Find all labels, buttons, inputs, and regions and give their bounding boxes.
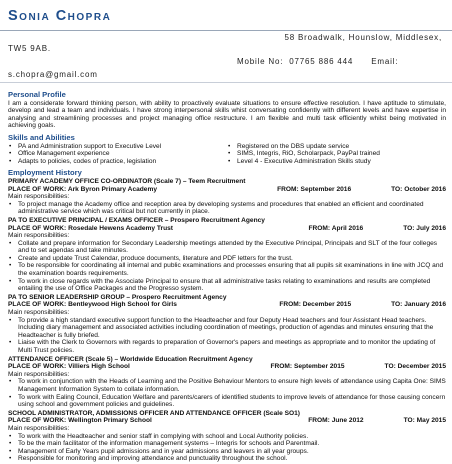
job-place-row — [8, 225, 446, 233]
job-place: PLACE OF WORK: Ark Byron Primary Academy — [8, 185, 158, 193]
mobile-line — [237, 57, 398, 66]
job-title: PA TO EXECUTIVE PRINCIPAL / EXAMS OFFICER – Prospero Recruitment Agency — [8, 216, 265, 224]
skill-item: • Office Management experience — [8, 150, 227, 158]
job-place-row — [8, 301, 446, 309]
job-entry — [8, 178, 446, 216]
candidate-name: Sonia Chopra — [8, 8, 112, 24]
job-title: PRIMARY ACADEMY OFFICE CO-ORDINATOR (Scale 7) – Teem Recruitment — [8, 177, 246, 185]
job-bullet: • Create and update Trust Calendar, produce documents, literature and PDF letters for the trust. — [8, 255, 446, 263]
address-line: 58 Broadwalk, Hounslow, Middlesex, — [284, 33, 442, 42]
job-bullet: • To work in conjunction with the Heads of Learning and the Positive Behaviour Mentors to ensure high levels of attendance using Capita One: SIMS Management Information System to collate information. — [8, 378, 446, 393]
job-entry — [8, 410, 446, 463]
postcode: TW5 9AB. — [8, 44, 51, 53]
profile-text: I am a considerate forward thinking person, with ability to proactively evaluate situations to ensure effective resolution. I have aptitude to stimulate, develop and lead a team and individuals. I have strong interpersonal skills whist conversating confidently with different levels and have expertise in analysing and streamlining processes and project managing office restructure. I am flexible and multi task efficiently whilst being motivated in achieving goals. — [8, 99, 446, 130]
job-bullets — [8, 240, 446, 293]
job-to: TO: January 2016 — [391, 301, 446, 309]
job-bullets — [8, 317, 446, 355]
job-to: TO: October 2016 — [391, 185, 446, 193]
job-to: TO: May 2015 — [403, 417, 446, 425]
job-responsibilities-label: Main responsibilities: — [8, 370, 70, 378]
job-to: TO: December 2015 — [384, 363, 446, 371]
job-responsibilities-label: Main responsibilities: — [8, 193, 70, 201]
job-to: TO: July 2016 — [403, 224, 446, 232]
job-bullet: • Liaise with the Clerk to Governors with regards to preparation of Governor's papers and meetings as appropriate and to monitor the updating of Multi Trust policies. — [8, 339, 446, 354]
job-bullet: • To be responsible for coordinating all internal and public examinations and processes ensuring that all pupils sit examinations in line with JCQ and the examination boards requirements. — [8, 262, 446, 277]
job-bullet: • Collate and prepare information for Secondary Leadership meetings attended by the Executive Principal, Principals and SLT of the four colleges and to set agendas and take minutes. — [8, 240, 446, 255]
job-from: FROM: April 2016 — [308, 224, 364, 232]
job-bullets — [8, 201, 446, 216]
job-responsibilities-label: Main responsibilities: — [8, 232, 70, 240]
job-bullets — [8, 378, 446, 408]
job-responsibilities-label: Main responsibilities: — [8, 309, 70, 317]
job-bullet: • Management of Early Years pupil admissions and in year admissions and leavers in all year groups. — [8, 448, 446, 456]
skills-columns — [8, 143, 446, 166]
skill-item: • Adapts to policies, codes of practice, legislation — [8, 158, 227, 166]
job-from: FROM: September 2016 — [277, 185, 352, 193]
skills-heading: Skills and Abilities — [8, 132, 75, 142]
skill-item: • SIMS, Integris, RiO, Scholarpack, PayPal trained — [227, 150, 446, 158]
job-bullet: • To provide a high standard executive support function to the Headteacher and four Deputy Head teachers and four Assistant Head teachers. Including diary management and associated activities including coordination of meetings, production of agendas and minutes ensuring that the Headteacher is fully briefed. — [8, 317, 446, 340]
job-place-row — [8, 417, 446, 425]
job-bullet: • To project manage the Academy office and reception area by developing systems and procedures that enabled an efficient and coordinated administrative service which was critical but not currently in place. — [8, 201, 446, 216]
job-entry — [8, 294, 446, 355]
job-title: SCHOOL ADMINISTRATOR, ADMISSIONS OFFICER AND ATTENDANCE OFFICER (Scale SO1) — [8, 409, 300, 417]
skills-right-list — [227, 143, 446, 166]
employment-heading: Employment History — [8, 168, 82, 178]
job-entry — [8, 356, 446, 409]
skill-item: • PA and Administration support to Executive Level — [8, 143, 227, 151]
job-place: PLACE OF WORK: Villiers High School — [8, 363, 130, 371]
job-place-row — [8, 186, 446, 194]
job-bullet: • To work in close regards with the Associate Principal to ensure that all administrative tasks relating to examinations and results are completed entailing the use of Office Packages and the Progresso system. — [8, 278, 446, 293]
mobile-label: Mobile No: — [237, 57, 284, 66]
job-place: PLACE OF WORK: Rosedale Hewens Academy Trust — [8, 224, 174, 232]
profile-heading: Personal Profile — [8, 90, 66, 99]
mobile-number: 07765 886 444 — [289, 57, 354, 66]
job-bullets — [8, 433, 446, 463]
job-from: FROM: June 2012 — [308, 417, 364, 425]
job-place: PLACE OF WORK: Bentleywood High School for Girls — [8, 301, 177, 309]
skill-item: • Registered on the DBS update service — [227, 143, 446, 151]
job-from: FROM: December 2015 — [279, 301, 352, 309]
contact-divider — [0, 82, 452, 83]
job-entry — [8, 217, 446, 293]
job-bullet: • To work with Ealing Council, Education Welfare and parents/carers of identified students to improve levels of attendance for those causing concern using school and government policies and guidelines. — [8, 394, 446, 409]
email-label: Email: — [371, 57, 399, 66]
job-bullet: • Responsible for monitoring and improving attendance and punctuality throughout the school. — [8, 455, 446, 463]
skills-left-list — [8, 143, 227, 166]
job-title: PA TO SENIOR LEADERSHIP GROUP – Prospero Recruitment Agency — [8, 293, 227, 301]
email-address: s.chopra@gmail.com — [8, 70, 98, 79]
job-bullet: • To work with the Headteacher and senior staff in complying with school and Local Authority policies. — [8, 433, 446, 441]
skill-item: • Level 4 - Executive Administration Skills study — [227, 158, 446, 166]
job-title: ATTENDANCE OFFICER (Scale 5) – Worldwide Education Recruitment Agency — [8, 355, 253, 363]
cv-body — [8, 89, 446, 464]
job-place-row — [8, 363, 446, 371]
job-place: PLACE OF WORK: Wellington Primary School — [8, 417, 152, 425]
job-bullet: • To be the main facilitator of the information management systems – Integris for schools and Parentmail. — [8, 440, 446, 448]
name-divider — [0, 30, 452, 31]
job-responsibilities-label: Main responsibilities: — [8, 424, 70, 432]
job-from: FROM: September 2015 — [270, 363, 345, 371]
